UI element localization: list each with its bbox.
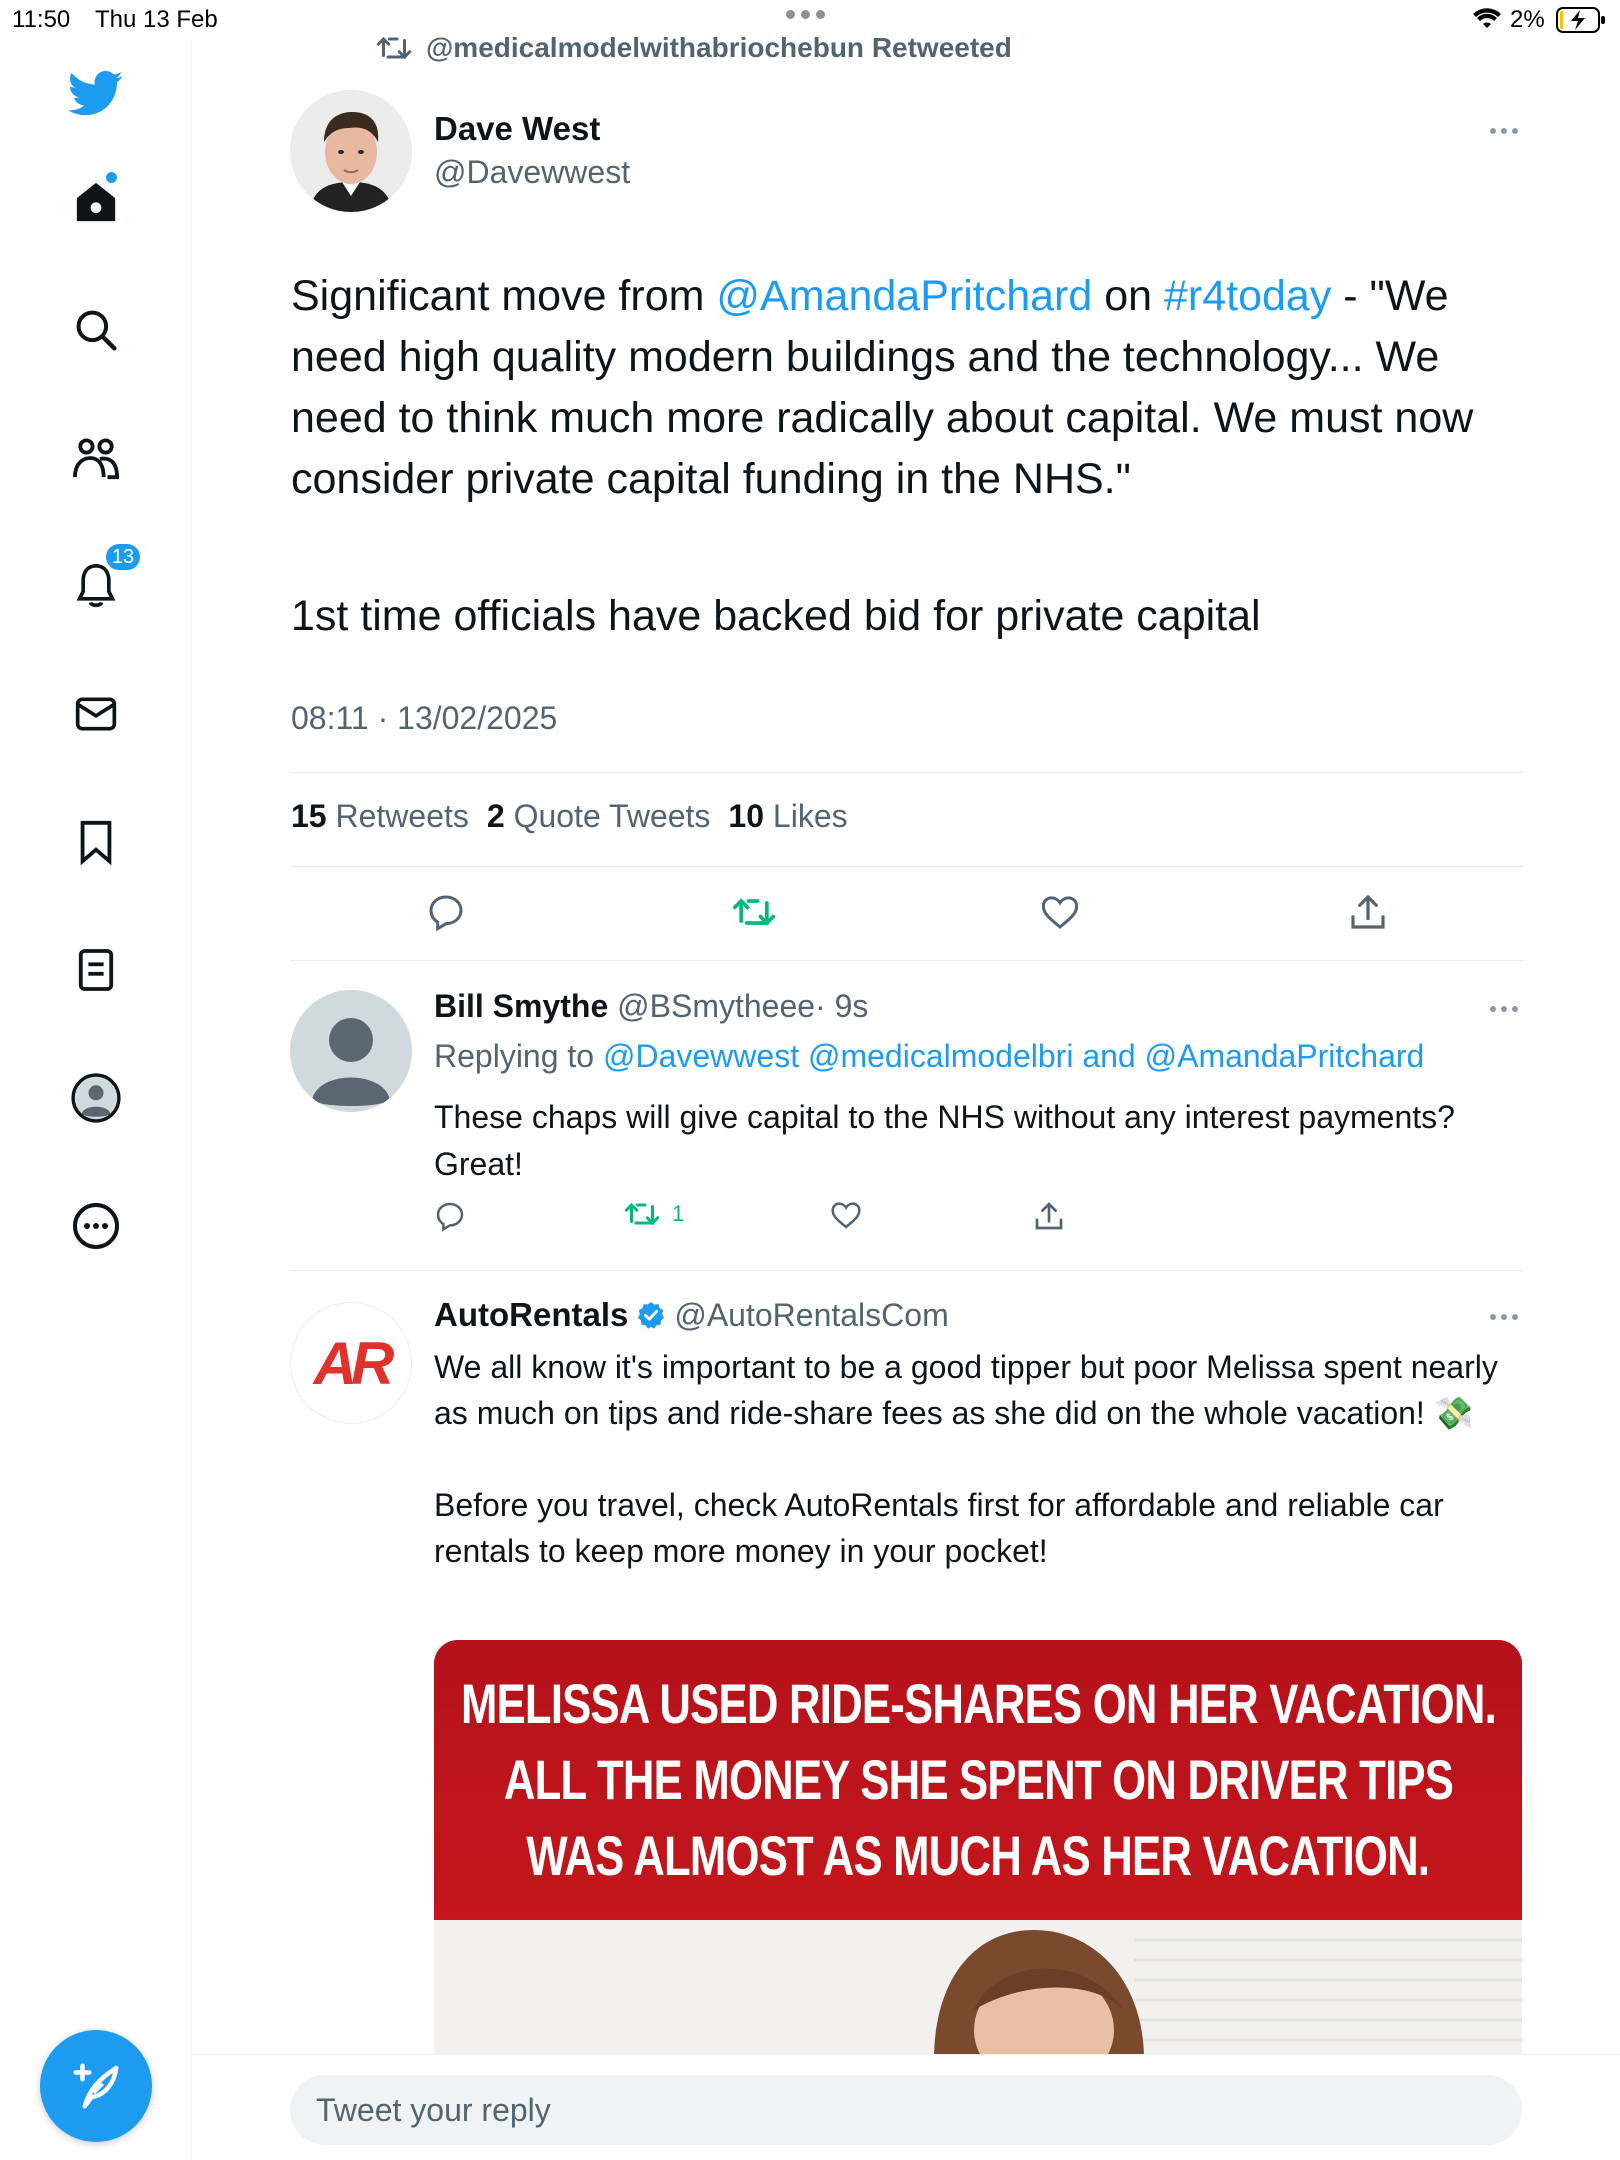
home-icon[interactable] (64, 170, 128, 234)
hashtag-link[interactable]: #r4today (1164, 272, 1332, 320)
reply-mention-link[interactable]: @medicalmodelbri (807, 1038, 1074, 1074)
ad-photo (434, 1920, 1522, 2060)
verified-badge-icon (636, 1300, 666, 1330)
reply-composer-bar (192, 2054, 1620, 2160)
divider (290, 772, 1522, 773)
retweets-stat[interactable] (291, 798, 469, 835)
reply-icon[interactable] (422, 888, 470, 936)
retweeted-by-line[interactable] (376, 32, 1012, 64)
avatar-bill-smythe[interactable] (290, 990, 412, 1112)
status-time: 11:50 (12, 6, 71, 33)
tweet-text (291, 266, 1531, 510)
lists-icon[interactable] (64, 938, 128, 1002)
ad-paragraph-1: We all know it's important to be a good tipper but poor Melissa spent nearly as much on tips and ride-share fees as she did on the whole vacation! 💸 (434, 1349, 1498, 1431)
tweet-thread (192, 0, 1620, 2160)
reply-comment-icon[interactable] (434, 1200, 466, 1232)
retweet-icon (376, 34, 412, 62)
likes-count: 10 (728, 798, 765, 834)
communities-icon[interactable] (64, 426, 128, 490)
quotes-label: Quote Tweets (513, 798, 711, 834)
like-icon[interactable] (1036, 888, 1084, 936)
retweets-count: 15 (291, 798, 327, 834)
reply-mention-link[interactable]: @AmandaPritchard (1144, 1038, 1425, 1074)
tweet-text-part: - "We need high quality modern buildings and the technology... We need to think much more radically about capital. We must now consider private capital funding in the NHS." (291, 272, 1474, 503)
reply-text: These chaps will give capital to the NHS without any interest payments? Great! (434, 1099, 1455, 1182)
ad-banner (434, 1640, 1522, 1920)
replying-prefix: Replying to (434, 1038, 603, 1074)
reply-action-bar (434, 1200, 1334, 1240)
tweet-timestamp[interactable]: 08:11 · 13/02/2025 (291, 700, 558, 736)
notifications-icon[interactable] (64, 545, 135, 618)
autorentals-logo: AR (313, 1329, 389, 1397)
battery-percent: 2% (1510, 6, 1545, 33)
author-portrait (290, 90, 412, 212)
replying-to-line (434, 1038, 1424, 1075)
reply-retweet-count: 1 (672, 1201, 685, 1226)
share-icon[interactable] (1344, 888, 1392, 936)
reply-and-word: and (1073, 1038, 1145, 1074)
author-name[interactable]: Dave West (434, 110, 601, 147)
default-avatar-icon (290, 990, 412, 1112)
tweet-more-icon[interactable] (1490, 128, 1518, 134)
status-date: Thu 13 Feb (95, 6, 218, 33)
reply-time[interactable]: · 9s (815, 988, 869, 1024)
ad-paragraph-2: Before you travel, check AutoRentals first for affordable and reliable car rentals to keep more money in your pocket! (434, 1487, 1444, 1569)
tweet-reply-input[interactable] (290, 2075, 1522, 2145)
author-handle[interactable]: @Davewwest (434, 154, 631, 190)
reply-header (434, 988, 868, 1025)
reply-retweet-button[interactable] (624, 1200, 684, 1228)
ad-text (434, 1344, 1514, 1620)
messages-icon[interactable] (64, 682, 128, 746)
ad-header (434, 1296, 949, 1334)
reply-author-name[interactable]: Bill Smythe (434, 988, 609, 1024)
tweet-text-part: Significant move from (291, 272, 717, 320)
mention-link[interactable]: @AmandaPritchard (716, 272, 1093, 320)
reply-more-icon[interactable] (1490, 1006, 1518, 1012)
ad-banner-line: WAS ALMOST AS MUCH AS HER VACATION. (526, 1824, 1430, 1887)
reply-author-handle[interactable]: @BSmytheee (617, 988, 816, 1024)
search-icon[interactable] (64, 298, 128, 362)
more-options-icon[interactable] (64, 1194, 128, 1258)
likes-label: Likes (772, 798, 848, 834)
sidebar (0, 40, 192, 2160)
retweeted-by-text: @medicalmodelwithabriochebun Retweeted (426, 32, 1012, 63)
divider (290, 1270, 1522, 1271)
tweet-action-bar (290, 888, 1522, 944)
retweets-label: Retweets (335, 798, 469, 834)
likes-stat[interactable] (728, 798, 847, 835)
divider (290, 960, 1522, 961)
avatar-autorentals[interactable] (290, 1302, 412, 1424)
reply-mention-link[interactable]: @Davewwest (602, 1038, 800, 1074)
quote-tweets-stat[interactable] (487, 798, 711, 835)
retweet-action-icon[interactable] (730, 888, 778, 936)
reply-share-icon[interactable] (1034, 1200, 1064, 1232)
compose-tweet-button[interactable] (40, 2030, 152, 2142)
bookmarks-icon[interactable] (64, 810, 128, 874)
reply-like-icon[interactable] (830, 1200, 862, 1230)
profile-icon[interactable] (64, 1066, 128, 1130)
compose-feather-icon (69, 2059, 123, 2113)
ad-photo-woman (434, 1920, 1522, 2060)
home-unread-dot (106, 172, 117, 183)
tweet-stats (291, 798, 848, 835)
twitter-logo-icon[interactable] (64, 62, 128, 126)
tweet-text-part: on (1092, 272, 1164, 320)
ad-author-handle[interactable]: @AutoRentalsCom (674, 1296, 949, 1333)
ad-image[interactable] (434, 1640, 1522, 2060)
avatar-dave-west[interactable] (290, 90, 412, 212)
quotes-count: 2 (486, 798, 505, 834)
notifications-badge: 13 (104, 542, 142, 572)
ad-more-icon[interactable] (1490, 1314, 1518, 1320)
reply-retweet-icon (624, 1200, 660, 1228)
divider (290, 866, 1522, 867)
ad-banner-line: MELISSA USED RIDE-SHARES ON HER VACATION. (460, 1672, 1496, 1735)
ad-author-name[interactable]: AutoRentals (434, 1296, 629, 1333)
ad-banner-line: ALL THE MONEY SHE SPENT ON DRIVER TIPS (503, 1748, 1453, 1811)
tweet-text-second: 1st time officials have backed bid for private capital (291, 592, 1261, 640)
